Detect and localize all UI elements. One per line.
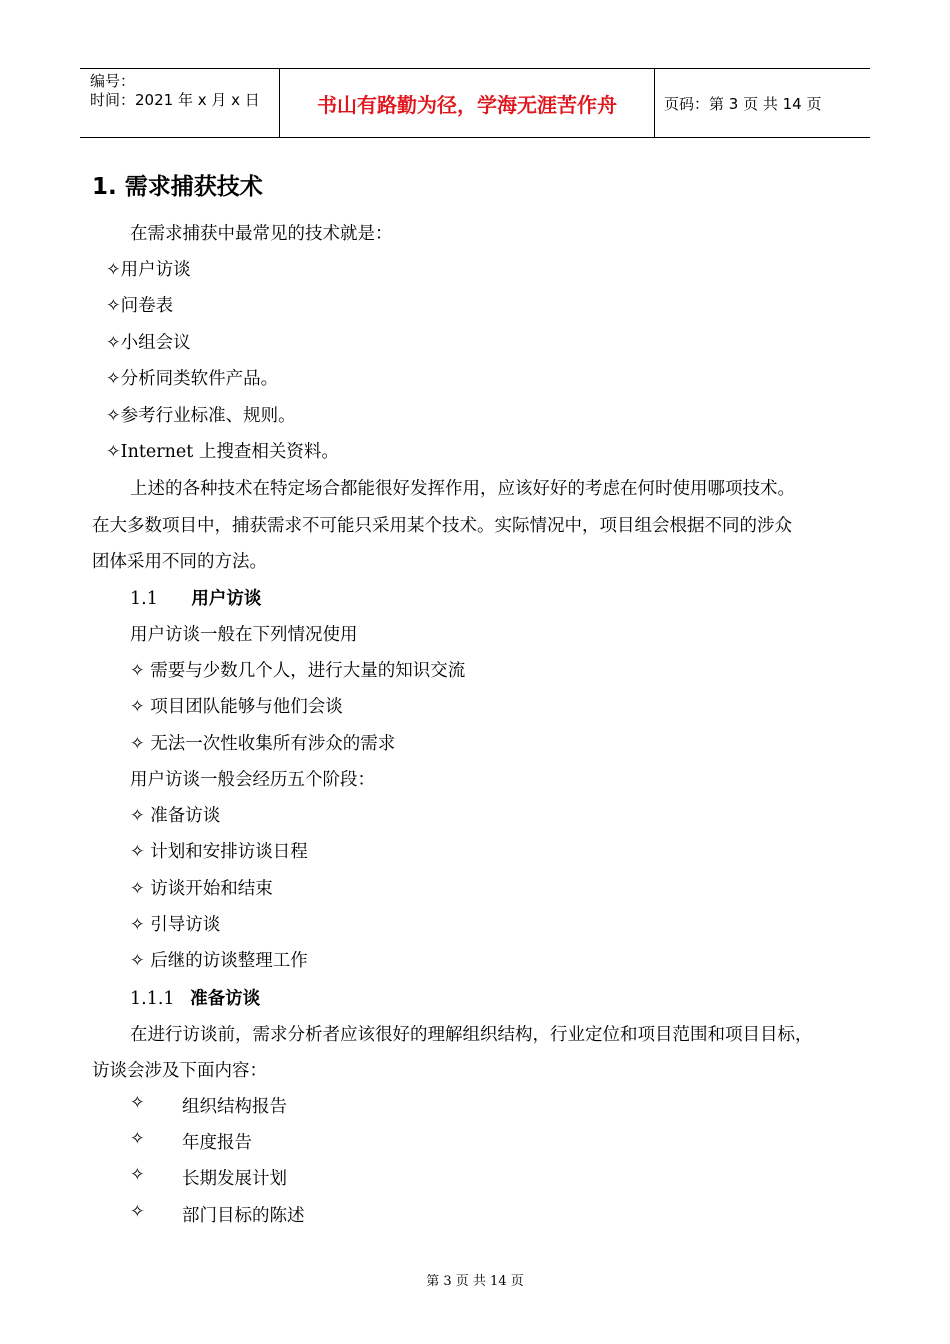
technique-item: ✧小组会议 xyxy=(106,333,191,353)
page-footer: 第 3 页 共 14 页 xyxy=(426,1274,524,1289)
section-title: 1. 需求捕获技术 xyxy=(92,174,263,200)
subsection-heading xyxy=(130,585,261,610)
section-paragraph-line: 团体采用不同的方法。 xyxy=(92,552,267,572)
interview-stage-item: ✧ 准备访谈 xyxy=(130,806,221,826)
prepare-item xyxy=(130,1129,252,1153)
interview-stage-item: ✧ 计划和安排访谈日程 xyxy=(130,842,308,862)
interview-stage-item: ✧ 访谈开始和结束 xyxy=(130,879,273,899)
bullet-icon: ✧ xyxy=(130,1093,145,1113)
subsection-title: 用户访谈 xyxy=(191,589,262,609)
section-intro: 在需求捕获中最常见的技术就是： xyxy=(130,224,393,244)
header-meta xyxy=(80,69,280,137)
interview-when-item: ✧ 项目团队能够与他们会谈 xyxy=(130,697,343,717)
prepare-item-text: 年度报告 xyxy=(182,1133,252,1153)
technique-item: ✧分析同类软件产品。 xyxy=(106,369,279,389)
prepare-item xyxy=(130,1202,305,1226)
technique-item: ✧Internet 上搜查相关资料。 xyxy=(106,442,339,462)
section-paragraph-line: 上述的各种技术在特定场合都能很好发挥作用，应该好好的考虑在何时使用哪项技术。 xyxy=(130,479,795,499)
technique-item: ✧用户访谈 xyxy=(106,260,191,280)
prepare-item xyxy=(130,1093,287,1117)
prepare-item xyxy=(130,1165,287,1189)
subsubsection-heading xyxy=(130,985,260,1010)
prepare-paragraph-line: 在进行访谈前，需求分析者应该很好的理解组织结构，行业定位和项目范围和项目目标， xyxy=(130,1025,813,1045)
bullet-icon: ✧ xyxy=(130,1202,145,1222)
subsection-number: 1.1 xyxy=(130,589,158,609)
prepare-item-text: 部门目标的陈述 xyxy=(182,1206,305,1226)
interview-stages-intro: 用户访谈一般会经历五个阶段： xyxy=(130,770,375,790)
prepare-paragraph-line: 访谈会涉及下面内容： xyxy=(92,1061,267,1081)
bullet-icon: ✧ xyxy=(130,1165,145,1185)
number-label: 编号： xyxy=(90,72,136,90)
page-header xyxy=(80,68,870,138)
interview-when-intro: 用户访谈一般在下列情况使用 xyxy=(130,625,358,645)
interview-when-item: ✧ 需要与少数几个人，进行大量的知识交流 xyxy=(130,661,466,681)
subsubsection-title: 准备访谈 xyxy=(190,989,261,1009)
prepare-item-text: 长期发展计划 xyxy=(182,1169,287,1189)
bullet-icon: ✧ xyxy=(130,1129,145,1149)
subsubsection-number: 1.1.1 xyxy=(130,989,175,1009)
technique-item: ✧参考行业标准、规则。 xyxy=(106,406,296,426)
interview-when-item: ✧ 无法一次性收集所有涉众的需求 xyxy=(130,734,396,754)
section-paragraph-line: 在大多数项目中，捕获需求不可能只采用某个技术。实际情况中，项目组会根据不同的涉众 xyxy=(92,516,792,536)
prepare-item-text: 组织结构报告 xyxy=(182,1097,287,1117)
technique-item: ✧问卷表 xyxy=(106,296,174,316)
time-label: 时间：2021 年 x 月 x 日 xyxy=(90,91,260,109)
header-page-label: 页码：第 3 页 共 14 页 xyxy=(664,94,822,113)
interview-stage-item: ✧ 后继的访谈整理工作 xyxy=(130,951,308,971)
interview-stage-item: ✧ 引导访谈 xyxy=(130,915,221,935)
header-motto: 书山有路勤为径，学海无涯苦作舟 xyxy=(280,69,655,137)
